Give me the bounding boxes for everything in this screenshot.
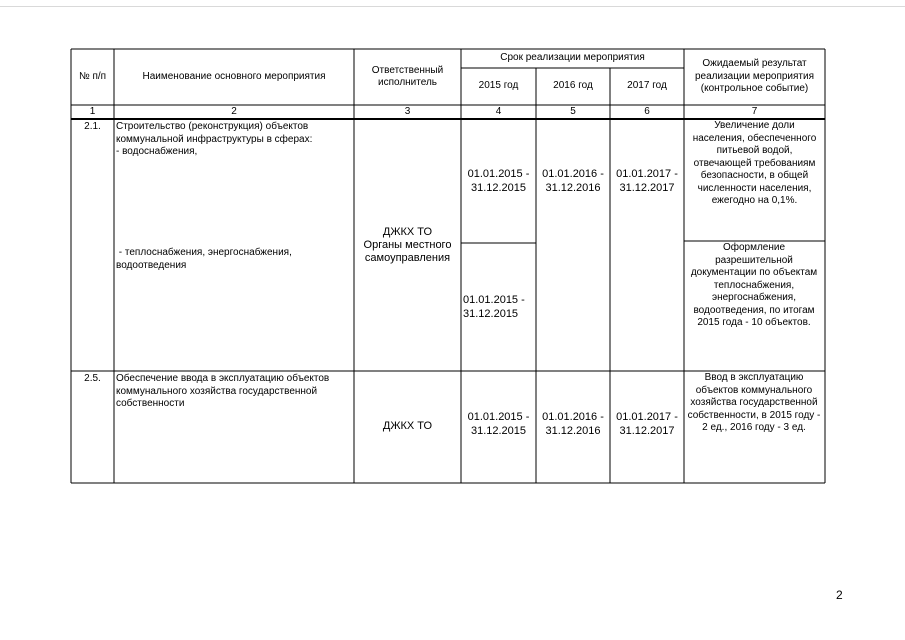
row-2-5-date-2015: 01.01.2015 - 31.12.2015 <box>467 411 530 437</box>
row-2-5-date-2017: 01.01.2017 - 31.12.2017 <box>616 411 678 437</box>
row-2-1-date-2017: 01.01.2017 - 31.12.2017 <box>616 168 678 194</box>
header-2016: 2016 год <box>553 80 593 92</box>
col-number-3: 3 <box>404 105 411 117</box>
row-2-1-responsible: ДЖКХ ТО Органы местного самоуправления <box>363 226 452 264</box>
header-2017: 2017 год <box>627 80 667 92</box>
row-2-1-date-2016: 01.01.2016 - 31.12.2016 <box>542 168 604 194</box>
row-2-1-date-2015-a: 01.01.2015 - 31.12.2015 <box>467 168 530 194</box>
row-2-5-date-2016: 01.01.2016 - 31.12.2016 <box>542 411 604 437</box>
scan-top-edge <box>0 6 905 7</box>
row-2-5-result: Ввод в эксплуатацию объектов коммунального хозяйства государственной собственности, в 2015 году - 2 ед., 2016 году - 3 ед. <box>687 372 821 433</box>
row-2-1-name-water: Строительство (реконструкция) объектов коммунальной инфраструктуры в сферах: - водоснабжения, <box>116 121 313 157</box>
row-2-1-num: 2.1. <box>84 121 101 132</box>
row-2-5-num: 2.5. <box>84 373 101 384</box>
row-2-1-date-2015-b: 01.01.2015 - 31.12.2015 <box>463 294 525 320</box>
col-number-2: 2 <box>231 105 237 117</box>
col-number-1: 1 <box>89 105 96 117</box>
col-number-7: 7 <box>751 105 758 117</box>
col-number-5: 5 <box>570 105 576 117</box>
row-2-1-result-permits: Оформление разрешительной документации по объектам теплоснабжения, энергоснабжения, водоотведения, по итогам 2015 года - 10 объектов. <box>690 242 818 328</box>
page-number: 2 <box>836 588 843 602</box>
header-responsible: Ответственный исполнитель <box>371 64 444 88</box>
header-num: № п/п <box>78 70 107 82</box>
col-number-6: 6 <box>644 105 650 117</box>
row-2-1-name-heat: - теплоснабжения, энергоснабжения, водоотведения <box>116 247 295 271</box>
row-2-5-name: Обеспечение ввода в эксплуатацию объектов коммунального хозяйства государственной собственности <box>116 373 330 409</box>
row-2-1-result-water: Увеличение доли населения, обеспеченного питьевой водой, отвечающей требованиям безопасности, в общей численности населения, ежегодно на 0,1%. <box>692 120 817 206</box>
header-period: Срок реализации мероприятия <box>500 52 645 64</box>
col-number-4: 4 <box>495 105 502 117</box>
header-result: Ожидаемый результат реализации мероприятия (контрольное событие) <box>694 58 815 95</box>
row-2-5-responsible: ДЖКХ ТО <box>382 420 433 432</box>
header-name: Наименование основного мероприятия <box>142 70 326 82</box>
header-2015: 2015 год <box>478 80 519 92</box>
